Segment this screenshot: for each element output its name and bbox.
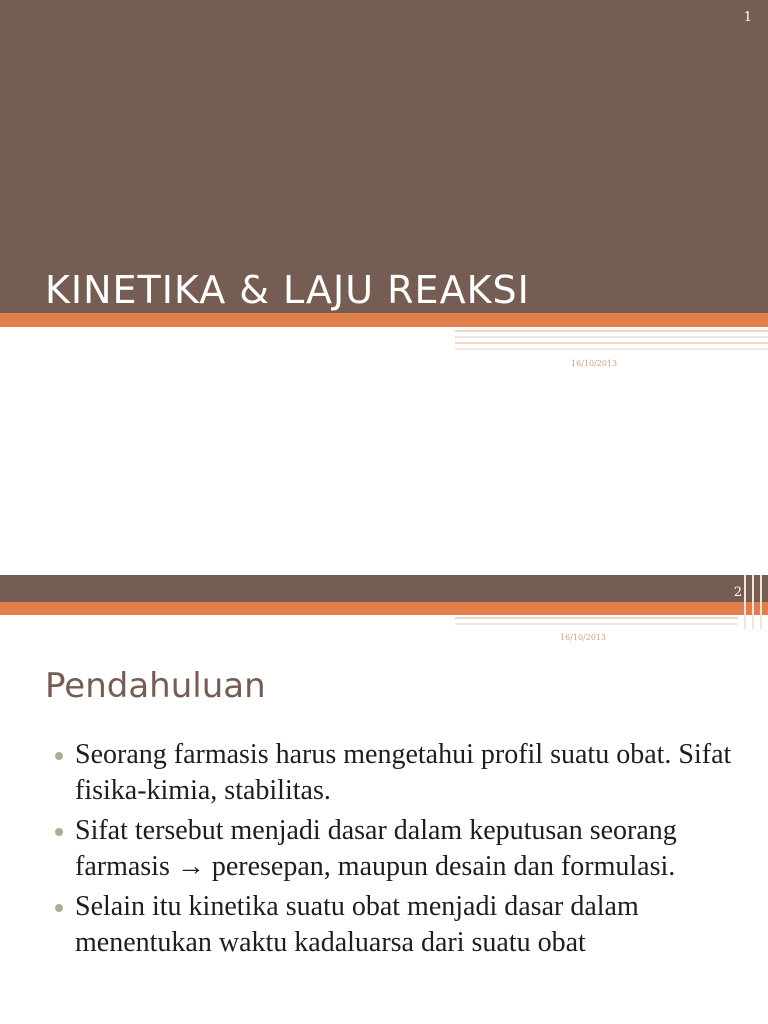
list-item: [55, 889, 745, 961]
slide-date: 16/10/2013: [571, 359, 618, 368]
bullet-icon: [55, 904, 63, 912]
page-number: 2: [733, 585, 742, 600]
slide-date: 16/10/2013: [560, 633, 607, 642]
decorative-vertical-lines: [738, 575, 768, 629]
list-item-text: Seorang farmasis harus mengetahui profil suatu obat. Sifat fisika-kimia, stabilitas.: [75, 739, 732, 806]
slide-2: [0, 575, 768, 1024]
title-band: [0, 0, 768, 313]
list-item-text: Sifat tersebut menjadi dasar dalam keputusan seorang farmasis → peresepan, maupun desain dan formulasi.: [75, 815, 677, 882]
page-number: 1: [743, 10, 752, 25]
list-item: [55, 813, 745, 885]
accent-stripe: [0, 602, 768, 615]
header-band: [0, 575, 768, 602]
slide-title: KINETIKA & LAJU REAKSI: [45, 268, 530, 312]
list-item: [55, 737, 745, 809]
decorative-lines: [455, 327, 768, 355]
bullet-icon: [55, 752, 63, 760]
section-heading: Pendahuluan: [45, 666, 266, 706]
decorative-lines: [455, 615, 738, 629]
bullet-icon: [55, 828, 63, 836]
bullet-list: [55, 737, 745, 965]
accent-stripe: [0, 313, 768, 327]
list-item-text: Selain itu kinetika suatu obat menjadi dasar dalam menentukan waktu kadaluarsa dari suatu obat: [75, 891, 639, 958]
